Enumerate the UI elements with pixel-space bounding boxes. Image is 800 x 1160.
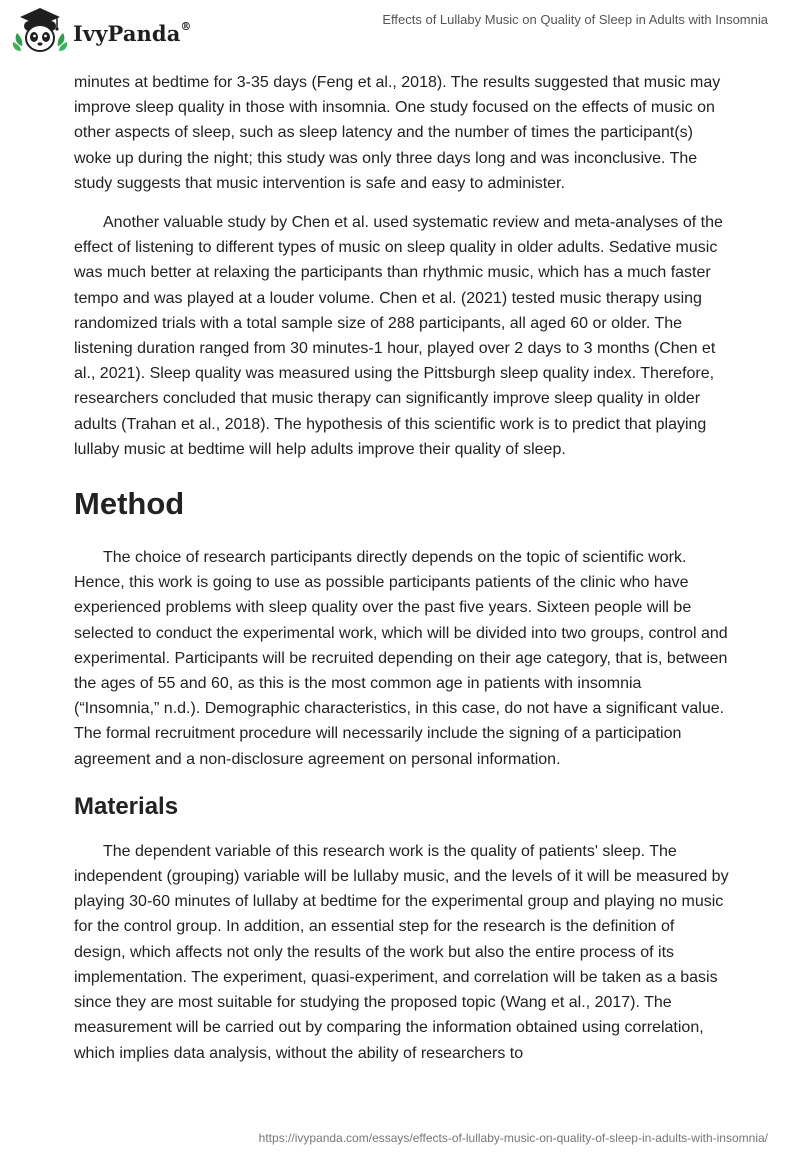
paragraph-chen-study: Another valuable study by Chen et al. used systematic review and meta-analyses of the effect of listening to different types of music on sleep quality in older adults. Sedative music was much better at relaxing the participants than rhythmic music, which has a much faster tempo and was played at a louder volume. Chen et al. (2021) tested music therapy using randomized trials with a total sample size of 288 participants, all aged 60 or older. The listening duration ranged from 30 minutes-1 hour, played over 2 days to 3 months (Chen et al., 2021). Sleep quality was measured using the Pittsburgh sleep quality index. Therefore, researchers concluded that music therapy can significantly improve sleep quality in older adults (Trahan et al., 2018). The hypothesis of this scientific work is to predict that playing lullaby music at bedtime will help adults improve their quality of sleep. (74, 214, 723, 458)
source-url-link[interactable]: https://ivypanda.com/essays/effects-of-lullaby-music-on-quality-of-sleep-in-adults-with-insomnia/ (258, 1131, 768, 1145)
ivypanda-logo[interactable] (12, 6, 192, 56)
page-header (0, 0, 800, 62)
section-heading-method: Method (74, 486, 185, 522)
paragraph-method: The choice of research participants directly depends on the topic of scientific work. Hence, this work is going to use as possible participants patients of the clinic who have experienced problems with sleep quality over the past five years. Sixteen people will be selected to conduct the experimental work, which will be divided into two groups, control and experimental. Participants will be recruited depending on their age category, that is, between the ages of 55 and 60, as this is the most common age in patients with insomnia (“Insomnia,” n.d.). Demographic characteristics, in this case, do not have a significant value. The formal recruitment procedure will necessarily include the signing of a participation agreement and a non-disclosure agreement on personal information. (74, 549, 728, 768)
paragraph-materials: The dependent variable of this research work is the quality of patients' sleep. The independent (grouping) variable will be lullaby music, and the levels of it will be measured by playing 30-60 minutes of lullaby at bedtime for the experimental group and playing no music for the control group. In addition, an essential step for the research is the definition of design, which affects not only the results of the work but also the entire process of its implementation. The experiment, quasi-experiment, and correlation will be taken as a basis since they are most suitable for studying the proposed topic (Wang et al., 2017). The measurement will be carried out by comparing the information obtained using correlation, which implies data analysis, without the ability of researchers to (74, 842, 729, 1062)
section-heading-materials: Materials (74, 792, 179, 820)
document-title: Effects of Lullaby Music on Quality of Sleep in Adults with Insomnia (382, 12, 768, 27)
logo-wordmark: IvyPanda® (73, 19, 192, 46)
panda-graduation-cap-icon (12, 6, 68, 56)
paragraph-intro-continuation: minutes at bedtime for 3-35 days (Feng et al., 2018). The results suggested that music may improve sleep quality in those with insomnia. One study focused on the effects of music on other aspects of sleep, such as sleep latency and the number of times the participant(s) woke up during the night; this study was only three days long and was inconclusive. The study suggests that music intervention is safe and easy to administer. (74, 74, 721, 192)
essay-content (74, 70, 730, 1066)
